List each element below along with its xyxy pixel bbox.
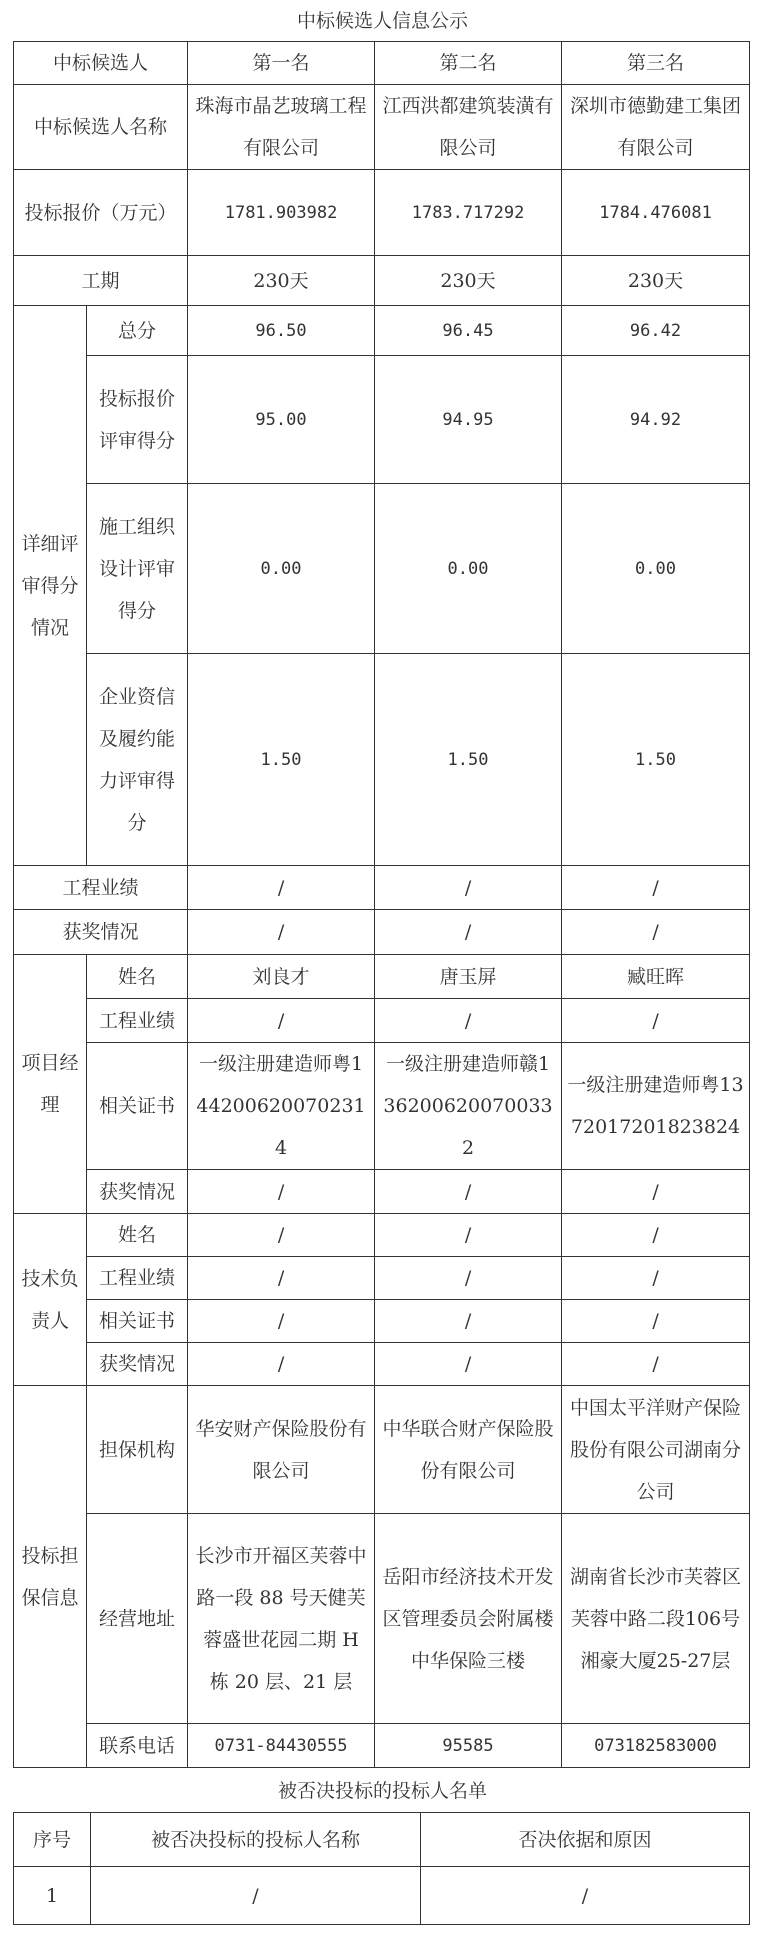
row-label: 联系电话 xyxy=(87,1724,188,1768)
row-label: 获奖情况 xyxy=(14,910,188,955)
duration-1: 230天 xyxy=(188,256,375,306)
candidate-name-3: 深圳市德勤建工集团有限公司 xyxy=(562,85,750,170)
guarantee-group-label: 投标担保信息 xyxy=(14,1386,87,1768)
cell-value: / xyxy=(562,1214,750,1257)
bid-price-3: 1784.476081 xyxy=(562,170,750,256)
rank-2-header: 第二名 xyxy=(375,42,562,85)
cell-value: / xyxy=(188,910,375,955)
col-header: 被否决投标的投标人名称 xyxy=(91,1813,421,1867)
certificate-value: 一级注册建造师粤1372017201823824 xyxy=(562,1043,750,1170)
cell-value: 中国太平洋财产保险股份有限公司湖南分公司 xyxy=(562,1386,750,1514)
row-label: 相关证书 xyxy=(87,1300,188,1343)
score-value: 94.95 xyxy=(375,356,562,484)
pm-row xyxy=(14,1170,750,1214)
score-value: 96.42 xyxy=(562,306,750,356)
row-label: 担保机构 xyxy=(87,1386,188,1514)
cell-value: 唐玉屏 xyxy=(375,955,562,999)
row-label: 获奖情况 xyxy=(87,1343,188,1386)
tech-row xyxy=(14,1257,750,1300)
score-row xyxy=(14,356,750,484)
score-value: 1.50 xyxy=(375,654,562,866)
score-value: 0.00 xyxy=(375,484,562,654)
cell-value: 臧旺晖 xyxy=(562,955,750,999)
cell-value: / xyxy=(562,866,750,910)
certificate-value: 一级注册建造师粤1442006200702314 xyxy=(188,1043,375,1170)
row-label: 企业资信及履约能力评审得分 xyxy=(87,654,188,866)
table-row xyxy=(14,1867,750,1925)
pm-group-label: 项目经理 xyxy=(14,955,87,1214)
candidate-name-1: 珠海市晶艺玻璃工程有限公司 xyxy=(188,85,375,170)
score-value: 95.00 xyxy=(188,356,375,484)
tech-group-label: 技术负责人 xyxy=(14,1214,87,1386)
cell-value: / xyxy=(375,1170,562,1214)
cell-value: / xyxy=(188,1214,375,1257)
guarantee-row xyxy=(14,1386,750,1514)
cell-value: / xyxy=(188,1257,375,1300)
row-label: 工程业绩 xyxy=(87,999,188,1043)
score-row xyxy=(14,484,750,654)
bid-price-1: 1781.903982 xyxy=(188,170,375,256)
score-value: 1.50 xyxy=(562,654,750,866)
row-label: 投标报价（万元） xyxy=(14,170,188,256)
table1-title: 中标候选人信息公示 xyxy=(296,10,468,32)
cell-value: 长沙市开福区芙蓉中路一段 88 号天健芙蓉盛世花园二期 H 栋 20 层、21 层 xyxy=(188,1514,375,1724)
guarantee-row xyxy=(14,1514,750,1724)
tech-row xyxy=(14,1343,750,1386)
rejected-reason: / xyxy=(421,1867,750,1925)
cell-value: / xyxy=(562,1300,750,1343)
pm-row xyxy=(14,999,750,1043)
cell-value: 刘良才 xyxy=(188,955,375,999)
cell-value: / xyxy=(375,910,562,955)
row-label: 姓名 xyxy=(87,955,188,999)
phone-value: 073182583000 xyxy=(562,1724,750,1768)
score-value: 0.00 xyxy=(188,484,375,654)
bid-price-row xyxy=(14,170,750,256)
cell-value: / xyxy=(188,999,375,1043)
cell-value: / xyxy=(375,999,562,1043)
score-row xyxy=(14,654,750,866)
rejected-bidders-table xyxy=(13,1812,750,1925)
cell-value: / xyxy=(562,1170,750,1214)
row-label: 获奖情况 xyxy=(87,1170,188,1214)
row-label: 工程业绩 xyxy=(14,866,188,910)
duration-2: 230天 xyxy=(375,256,562,306)
row-label: 经营地址 xyxy=(87,1514,188,1724)
pm-row xyxy=(14,955,750,999)
header-row xyxy=(14,42,750,85)
cell-value: 湖南省长沙市芙蓉区芙蓉中路二段106号湘豪大厦25-27层 xyxy=(562,1514,750,1724)
guarantee-row xyxy=(14,1724,750,1768)
candidate-name-row xyxy=(14,85,750,170)
row-label: 工程业绩 xyxy=(87,1257,188,1300)
score-value: 0.00 xyxy=(562,484,750,654)
phone-value: 95585 xyxy=(375,1724,562,1768)
certificate-value: 一级注册建造师赣1362006200700332 xyxy=(375,1043,562,1170)
candidate-name-2: 江西洪都建筑装潢有限公司 xyxy=(375,85,562,170)
cell-value: / xyxy=(375,1343,562,1386)
row-label: 投标报价评审得分 xyxy=(87,356,188,484)
score-group-label: 详细评审得分情况 xyxy=(14,306,87,866)
cell-value: / xyxy=(562,1257,750,1300)
cell-value: / xyxy=(188,1170,375,1214)
cell-value: / xyxy=(562,1343,750,1386)
row-label: 中标候选人名称 xyxy=(14,85,188,170)
score-value: 94.92 xyxy=(562,356,750,484)
row-index: 1 xyxy=(14,1867,91,1925)
winning-candidates-table xyxy=(13,41,750,1768)
table2-title: 被否决投标的投标人名单 xyxy=(277,1780,487,1802)
cell-value: / xyxy=(188,866,375,910)
header-row xyxy=(14,1813,750,1867)
cell-value: 华安财产保险股份有限公司 xyxy=(188,1386,375,1514)
rank-1-header: 第一名 xyxy=(188,42,375,85)
score-value: 96.45 xyxy=(375,306,562,356)
bid-price-2: 1783.717292 xyxy=(375,170,562,256)
row-label: 相关证书 xyxy=(87,1043,188,1170)
cell-value: / xyxy=(188,1300,375,1343)
duration-3: 230天 xyxy=(562,256,750,306)
cell-value: / xyxy=(375,866,562,910)
rejected-name: / xyxy=(91,1867,421,1925)
rank-3-header: 第三名 xyxy=(562,42,750,85)
duration-row xyxy=(14,256,750,306)
pm-row xyxy=(14,1043,750,1170)
col-header: 序号 xyxy=(14,1813,91,1867)
header-label: 中标候选人 xyxy=(14,42,188,85)
row-label: 姓名 xyxy=(87,1214,188,1257)
cell-value: / xyxy=(375,1257,562,1300)
score-value: 1.50 xyxy=(188,654,375,866)
cell-value: 岳阳市经济技术开发区管理委员会附属楼中华保险三楼 xyxy=(375,1514,562,1724)
cell-value: / xyxy=(562,910,750,955)
cell-value: / xyxy=(375,1214,562,1257)
cell-value: / xyxy=(188,1343,375,1386)
tech-row xyxy=(14,1300,750,1343)
phone-value: 0731-84430555 xyxy=(188,1724,375,1768)
score-row xyxy=(14,306,750,356)
col-header: 否决依据和原因 xyxy=(421,1813,750,1867)
row-label: 总分 xyxy=(87,306,188,356)
tech-row xyxy=(14,1214,750,1257)
project-performance-row xyxy=(14,866,750,910)
cell-value: 中华联合财产保险股份有限公司 xyxy=(375,1386,562,1514)
cell-value: / xyxy=(375,1300,562,1343)
cell-value: / xyxy=(562,999,750,1043)
awards-row xyxy=(14,910,750,955)
row-label: 施工组织设计评审得分 xyxy=(87,484,188,654)
row-label: 工期 xyxy=(14,256,188,306)
score-value: 96.50 xyxy=(188,306,375,356)
